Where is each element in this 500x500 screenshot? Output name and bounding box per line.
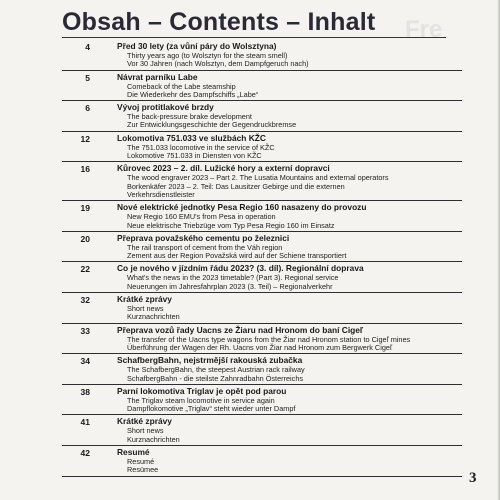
entry-title: Krátké zprávy xyxy=(117,416,172,427)
entry-subtitle: Kurznachrichten xyxy=(127,312,180,322)
entry-title: Návrat parníku Labe xyxy=(117,71,198,82)
entry-title: Co je nového v jízdním řádu 2023? (3. díl). Regionální doprava xyxy=(117,263,364,274)
entry-subtitle: Zur Entwicklungsgeschichte der Gegendruckbremse xyxy=(127,120,297,130)
entry-subtitle: Verkehrsdienstleister xyxy=(127,189,195,199)
entry-page-number: 19 xyxy=(80,203,90,214)
page-title: Obsah – Contents – Inhalt xyxy=(62,8,376,36)
entry-subtitle: What's the news in the 2023 timetable? (Part 3). Regional service xyxy=(127,273,339,283)
entry-subtitle: Comeback of the Labe steamship xyxy=(127,81,236,91)
entry-title: Kůrovec 2023 – 2. díl. Lužické hory a externí dopravci xyxy=(117,163,330,174)
contents-entry xyxy=(62,232,462,263)
entry-page-number: 41 xyxy=(80,417,90,428)
entry-title: Krátké zprávy xyxy=(117,294,172,305)
entry-subtitle: Überführung der Wagen der Rh. Uacns von Žiar nad Hronom zum Bergwerk Cigeľ xyxy=(127,342,393,352)
entry-page-number: 20 xyxy=(80,233,90,244)
contents-entry xyxy=(62,40,462,71)
entry-subtitle: Short news xyxy=(127,426,164,436)
entry-subtitle: Neue elektrische Triebzüge vom Typ Pesa Regio 160 im Einsatz xyxy=(127,220,335,230)
contents-entry xyxy=(62,162,462,201)
contents-entry xyxy=(62,324,462,355)
page-number: 3 xyxy=(469,470,477,486)
contents-entry xyxy=(62,71,462,102)
entry-page-number: 38 xyxy=(80,386,90,397)
contents-entry xyxy=(62,354,462,385)
entry-subtitle: Borkenkäfer 2023 – 2. Teil: Das Lausitzer Gebirge und die externen xyxy=(127,181,345,191)
entry-subtitle: The Triglav steam locomotive in service again xyxy=(127,395,275,405)
entry-page-number: 4 xyxy=(85,42,90,52)
entry-page-number: 16 xyxy=(80,164,90,175)
entry-title: Nové elektrické jednotky Pesa Regio 160 nasazeny do provozu xyxy=(117,202,367,213)
entry-title: Vývoj protitlakové brzdy xyxy=(117,102,214,113)
contents-entry xyxy=(62,446,462,477)
entry-title: Před 30 lety (za vůní páry do Wolsztyna) xyxy=(117,41,277,51)
entry-page-number: 34 xyxy=(80,356,90,367)
contents-entry xyxy=(62,293,462,324)
entry-title: Parní lokomotiva Triglav je opět pod parou xyxy=(117,385,287,396)
entry-subtitle: Short news xyxy=(127,304,164,314)
entry-subtitle: The wood engraver 2023 – Part 2. The Lusatia Mountains and external operators xyxy=(127,173,389,183)
entry-subtitle: The rail transport of cement from the Váh region xyxy=(127,242,283,252)
contents-entry xyxy=(62,262,462,293)
entry-subtitle: Lokomotive 751.033 in Diensten von KŽC xyxy=(127,151,262,161)
entry-subtitle: The 751.033 locomotive in the service of KŽC xyxy=(127,142,275,152)
entry-page-number: 42 xyxy=(80,448,90,459)
entry-page-number: 22 xyxy=(80,264,90,275)
contents-entry xyxy=(62,385,462,416)
entry-page-number: 33 xyxy=(80,325,90,336)
entry-page-number: 32 xyxy=(80,295,90,306)
entry-subtitle: The back-pressure brake development xyxy=(127,112,252,122)
contents-entry xyxy=(62,201,462,232)
entry-subtitle: Die Wiederkehr des Dampfschiffs „Labe“ xyxy=(127,89,259,99)
entry-subtitle: The transfer of the Uacns type wagons from the Žiar nad Hronom station to Cigeľ mines xyxy=(127,334,411,344)
contents-entry xyxy=(62,415,462,446)
contents-entry xyxy=(62,101,462,132)
title-rule xyxy=(62,37,446,38)
entry-subtitle: Resümee xyxy=(127,465,159,475)
entry-subtitle: Dampflokomotive „Triglav“ steht wieder unter Dampf xyxy=(127,404,296,414)
entry-page-number: 12 xyxy=(80,133,90,144)
entry-subtitle: New Regio 160 EMU's from Pesa in operation xyxy=(127,212,276,222)
entry-subtitle: Thirty years ago (to Wolsztyn for the steam smell) xyxy=(127,51,288,60)
entry-subtitle: SchafbergBahn - die steilste Zahnradbahn Österreichs xyxy=(127,373,304,383)
entry-page-number: 5 xyxy=(85,72,90,83)
entry-title: Přeprava vozů řady Uacns ze Žiaru nad Hronom do baní Cigeľ xyxy=(117,324,364,335)
entry-subtitle: Resumé xyxy=(127,457,155,467)
entry-page-number: 6 xyxy=(85,103,90,114)
show-through-text: Fre xyxy=(405,16,443,43)
entry-title: Lokomotiva 751.033 ve službách KŽC xyxy=(117,132,266,143)
entry-subtitle: The SchafbergBahn, the steepest Austrian rack railway xyxy=(127,365,305,375)
entry-title: SchafbergBahn, nejstrmější rakouská zubačka xyxy=(117,355,303,366)
entry-subtitle: Zement aus der Region Považská wird auf der Schiene transportiert xyxy=(127,251,347,261)
entry-title: Přeprava považského cementu po železnici xyxy=(117,232,290,243)
entry-subtitle: Vor 30 Jahren (nach Wolsztyn, dem Dampfgeruch nach) xyxy=(127,59,309,69)
entry-subtitle: Neuerungen im Jahresfahrplan 2023 (3. Teil) – Regionalverkehr xyxy=(127,281,333,291)
contents-entry xyxy=(62,132,462,163)
entry-subtitle: Kurznachrichten xyxy=(127,434,180,444)
contents-list xyxy=(62,40,462,477)
entry-title: Resumé xyxy=(117,447,150,458)
